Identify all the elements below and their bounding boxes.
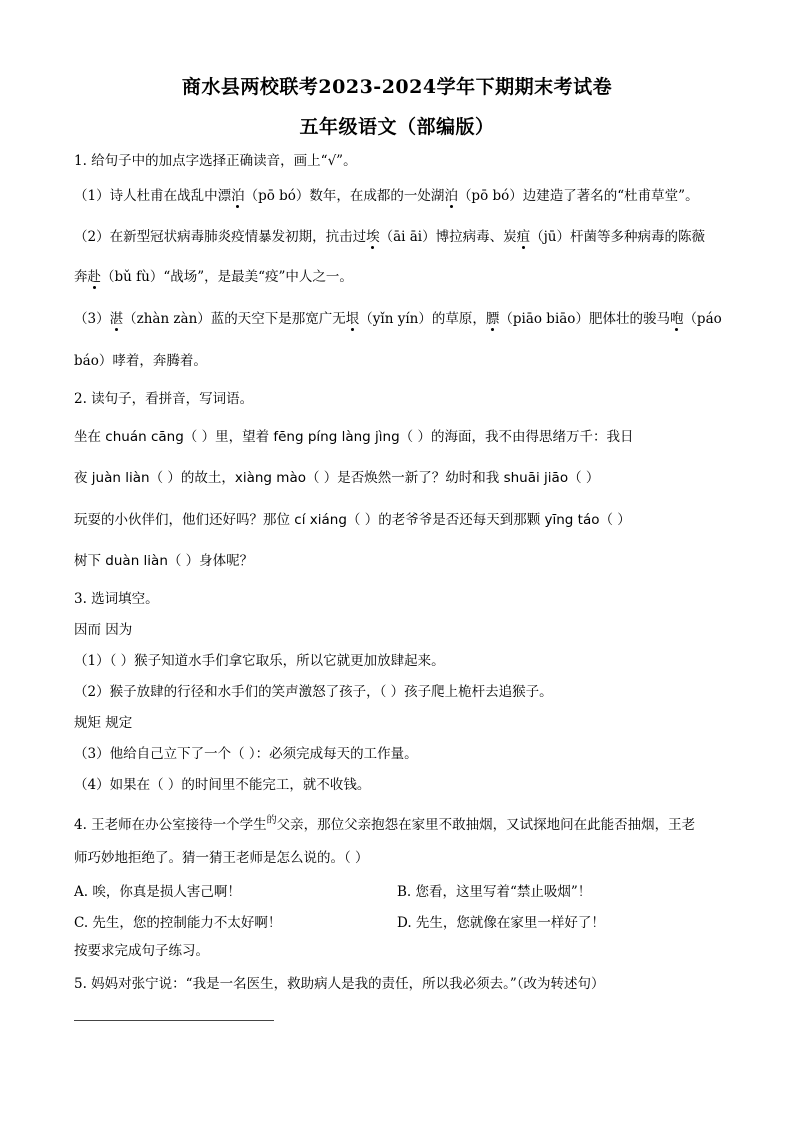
text: （āi āi）博拉病毒、炭 bbox=[379, 229, 517, 245]
section-note: 按要求完成句子练习。 bbox=[74, 943, 209, 959]
q1-sentence-2 bbox=[74, 228, 754, 246]
q5-stem: 5. 妈妈对张宁说：“我是一名医生，救助病人是我的责任，所以我必须去。”（改为转述句） bbox=[74, 976, 605, 992]
dotted-char: 埃 bbox=[366, 229, 380, 245]
q4-option-b[interactable]: B. 您看，这里写着“禁止吸烟”！ bbox=[397, 884, 592, 900]
q1-stem: 1. 给句子中的加点字选择正确读音，画上“√”。 bbox=[74, 153, 357, 169]
q4-option-c[interactable]: C. 先生，您的控制能力不太好啊！ bbox=[74, 915, 282, 931]
dotted-char: 泊 bbox=[444, 188, 458, 204]
q4-option-a[interactable]: A. 唉，你真是损人害己啊！ bbox=[74, 884, 241, 900]
dotted-char: 赴 bbox=[87, 269, 101, 285]
text: 坐在 bbox=[74, 429, 106, 445]
q3-sentence-3[interactable]: （3）他给自己立下了一个（ ）：必须完成每天的工作量。 bbox=[74, 746, 418, 762]
text: （zhàn zàn）蓝的天空下是那宽广无 bbox=[123, 311, 346, 327]
q4-stem-cont: 师巧妙地拒绝了。猜一猜王老师是怎么说的。（ ） bbox=[74, 850, 369, 866]
q4-stem bbox=[74, 816, 754, 836]
q2-line-4 bbox=[74, 552, 754, 570]
pinyin: fēng píng làng jìng bbox=[273, 429, 400, 445]
q2-line-2 bbox=[74, 469, 754, 487]
answer-blank[interactable]: （ ） bbox=[599, 512, 631, 528]
text: （pō bó）边建造了著名的“杜甫草堂”。 bbox=[457, 188, 699, 204]
pinyin: yīng táo bbox=[544, 512, 600, 528]
q5-answer-line[interactable] bbox=[74, 1020, 274, 1021]
answer-blank[interactable]: （ ）的故土， bbox=[149, 470, 235, 486]
q3-word-choices-1: 因而 因为 bbox=[74, 622, 133, 638]
page-title: 商水县两校联考2023-2024学年下期期末考试卷 bbox=[181, 76, 613, 98]
text: 奔 bbox=[74, 269, 88, 285]
text: （piāo biāo）肥体壮的骏马 bbox=[499, 311, 670, 327]
q3-sentence-2[interactable]: （2）猴子放肆的行径和水手们的笑声激怒了孩子，（ ）孩子爬上桅杆去追猴子。 bbox=[74, 684, 553, 700]
dotted-char: 垠 bbox=[345, 311, 360, 327]
q3-word-choices-2: 规矩 规定 bbox=[74, 715, 133, 731]
pinyin: shuāi jiāo bbox=[503, 470, 569, 486]
text: （jū）杆菌等多种病毒的陈薇 bbox=[530, 229, 706, 245]
text: 的 bbox=[266, 815, 277, 826]
text: 4. 王老师在办公室接待一个学生 bbox=[74, 817, 267, 833]
text: （yǐn yín）的草原， bbox=[359, 311, 486, 327]
page-subtitle: 五年级语文（部编版） bbox=[299, 116, 495, 138]
dotted-char: 湛 bbox=[109, 311, 124, 327]
q1-sentence-3 bbox=[74, 310, 754, 328]
text: （1）诗人杜甫在战乱中漂 bbox=[74, 188, 232, 204]
text: （pō bó）数年，在成都的一处湖 bbox=[244, 188, 445, 204]
text: 树下 bbox=[74, 553, 106, 569]
text: 夜 bbox=[74, 470, 92, 486]
q1-sentence-2-cont bbox=[74, 268, 754, 286]
answer-blank[interactable]: （ ）身体呢？ bbox=[167, 553, 254, 569]
q3-sentence-1[interactable]: （1）（ ）猴子知道水手们拿它取乐，所以它就更加放肆起来。 bbox=[74, 653, 445, 669]
q1-sentence-3-cont: báo）哮着，奔腾着。 bbox=[74, 353, 207, 369]
dotted-char: 疽 bbox=[516, 229, 531, 245]
q2-line-3 bbox=[74, 511, 754, 529]
text: 父亲，那位父亲抱怨在家里不敢抽烟，又试探地问在此能否抽烟，王老 bbox=[276, 817, 696, 833]
answer-blank[interactable]: （ ）是否焕然一新了？幼时和我 bbox=[305, 470, 504, 486]
dotted-char: 泊 bbox=[231, 188, 245, 204]
pinyin: chuán cāng bbox=[105, 429, 184, 445]
pinyin: xiàng mào bbox=[234, 470, 306, 486]
answer-blank[interactable]: （ ）的海面，我不由得思绪万千：我日 bbox=[399, 429, 634, 445]
answer-blank[interactable]: （ ）里，望着 bbox=[183, 429, 274, 445]
pinyin: juàn liàn bbox=[91, 470, 150, 486]
q4-option-d[interactable]: D. 先生，您就像在家里一样好了！ bbox=[397, 915, 605, 931]
pinyin: cí xiáng bbox=[294, 512, 347, 528]
answer-blank[interactable]: （ ） bbox=[568, 470, 600, 486]
dotted-char: 咆 bbox=[669, 311, 684, 327]
text: （3） bbox=[74, 311, 110, 327]
pinyin: duàn liàn bbox=[105, 553, 168, 569]
text: （páo bbox=[683, 311, 722, 327]
text: （bǔ fù）“战场”，是最美“疫”中人之一。 bbox=[101, 269, 353, 285]
q1-sentence-1 bbox=[74, 187, 754, 205]
q3-sentence-4[interactable]: （4）如果在（ ）的时间里不能完工，就不收钱。 bbox=[74, 777, 371, 793]
q3-stem: 3. 选词填空。 bbox=[74, 591, 159, 607]
q2-line-1 bbox=[74, 428, 754, 446]
text: 玩耍的小伙伴们，他们还好吗？那位 bbox=[74, 512, 295, 528]
answer-blank[interactable]: （ ）的老爷爷是否还每天到那颗 bbox=[346, 512, 545, 528]
text: （2）在新型冠状病毒肺炎疫情暴发初期，抗击过 bbox=[74, 229, 367, 245]
q2-stem: 2. 读句子，看拼音，写词语。 bbox=[74, 391, 254, 407]
dotted-char: 膘 bbox=[485, 311, 500, 327]
